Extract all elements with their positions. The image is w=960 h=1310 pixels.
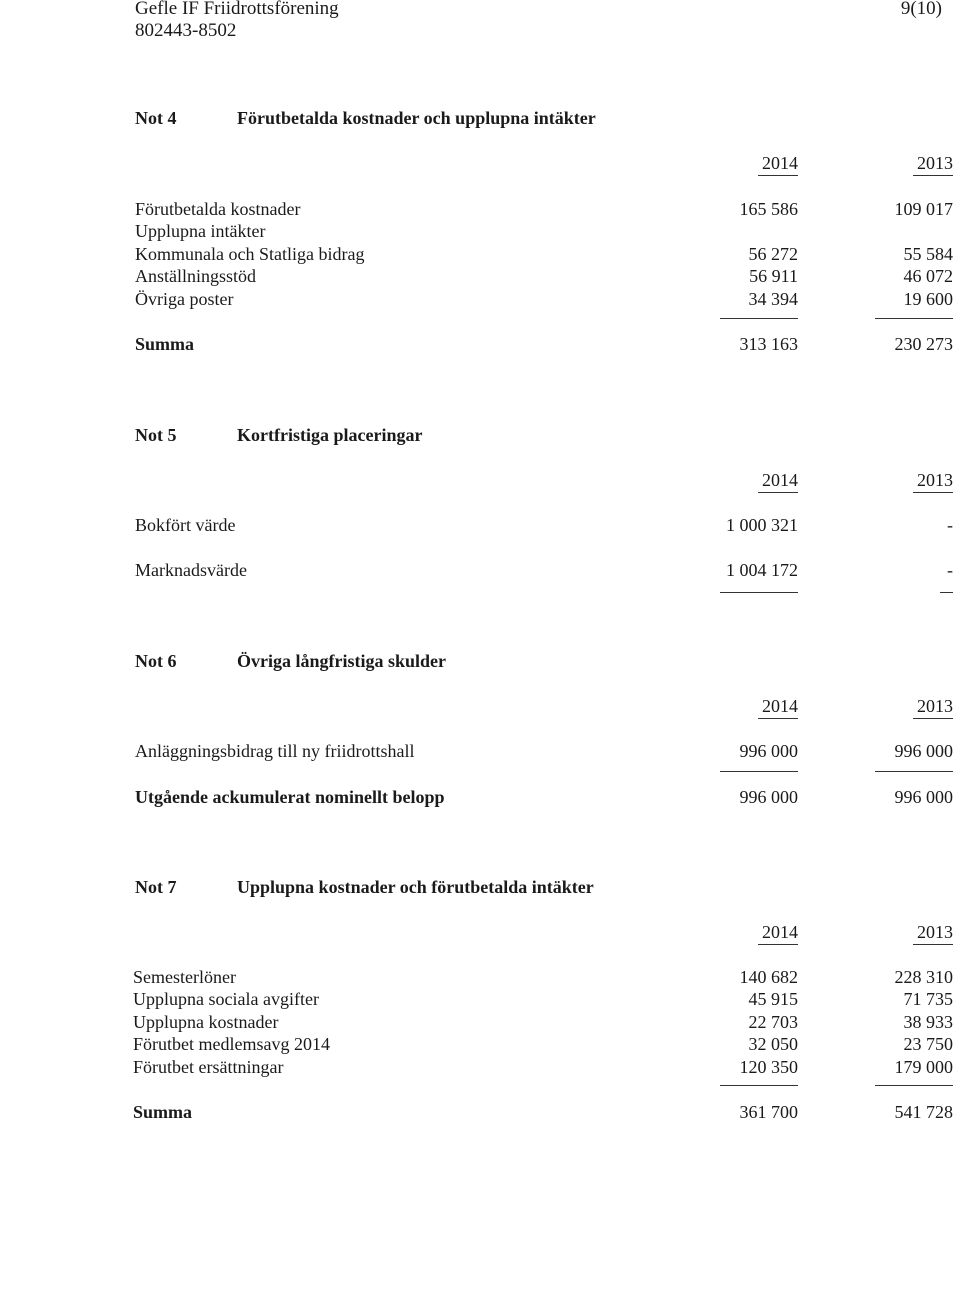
row-label: Anläggningsbidrag till ny friidrottshall — [135, 741, 415, 761]
value-2013: 23 750 — [903, 1034, 953, 1054]
row-label: Anställningsstöd — [135, 266, 257, 286]
note-title: Kortfristiga placeringar — [237, 425, 423, 445]
row-label: Förutbetalda kostnader — [135, 199, 301, 219]
subtotal-rule — [875, 1085, 953, 1086]
note-title: Upplupna kostnader och förutbetalda intäkter — [237, 877, 594, 897]
total-2014: 313 163 — [739, 334, 798, 354]
total-2013: 230 273 — [894, 334, 953, 354]
value-2014: 32 050 — [748, 1034, 798, 1054]
value-2013: 996 000 — [894, 741, 953, 761]
col-header-underline — [758, 944, 798, 945]
value-2014: 56 911 — [749, 266, 798, 286]
subtotal-rule — [720, 1085, 798, 1086]
page-number: 9(10) — [900, 0, 942, 19]
value-2014: 34 394 — [748, 289, 798, 309]
value-2014: 1 000 321 — [726, 515, 798, 535]
col-header-underline — [758, 718, 798, 719]
total-label: Utgående ackumulerat nominellt belopp — [135, 787, 445, 807]
value-2014: 165 586 — [739, 199, 798, 219]
row-label: Förutbet ersättningar — [133, 1057, 284, 1077]
col-header-2013: 2013 — [917, 922, 953, 942]
value-2014: 22 703 — [748, 1012, 798, 1032]
value-2013: 179 000 — [894, 1057, 953, 1077]
row-label: Marknadsvärde — [135, 560, 247, 580]
value-2014: 996 000 — [739, 741, 798, 761]
col-header-2014: 2014 — [762, 153, 798, 173]
row-label: Upplupna kostnader — [133, 1012, 279, 1032]
total-2013: 541 728 — [894, 1102, 953, 1122]
col-header-2013: 2013 — [917, 696, 953, 716]
col-header-2013: 2013 — [917, 153, 953, 173]
total-label: Summa — [133, 1102, 193, 1122]
value-2014: 1 004 172 — [726, 560, 798, 580]
subtotal-rule — [720, 318, 798, 319]
subtotal-rule — [875, 771, 953, 772]
total-2014: 361 700 — [739, 1102, 798, 1122]
note-number: Not 7 — [135, 877, 177, 897]
col-header-underline — [758, 492, 798, 493]
value-2014: 45 915 — [748, 989, 798, 1009]
value-2014: 120 350 — [739, 1057, 798, 1077]
col-header-underline — [913, 492, 953, 493]
value-2013: - — [947, 515, 953, 535]
value-2013: 109 017 — [894, 199, 953, 219]
subtotal-rule — [720, 771, 798, 772]
col-header-2014: 2014 — [762, 470, 798, 490]
row-label: Upplupna sociala avgifter — [133, 989, 319, 1009]
row-label: Förutbet medlemsavg 2014 — [133, 1034, 330, 1054]
value-2014: 140 682 — [739, 967, 798, 987]
row-label: Upplupna intäkter — [135, 221, 266, 241]
value-2013: 71 735 — [903, 989, 953, 1009]
org-number: 802443-8502 — [135, 20, 237, 41]
value-2013: 38 933 — [903, 1012, 953, 1032]
org-name: Gefle IF Friidrottsförening — [135, 0, 339, 19]
note-number: Not 5 — [135, 425, 177, 445]
row-label: Övriga poster — [135, 289, 234, 309]
col-header-underline — [913, 175, 953, 176]
col-header-2014: 2014 — [762, 922, 798, 942]
value-2013: 46 072 — [903, 266, 953, 286]
value-2013: - — [947, 560, 953, 580]
total-2014: 996 000 — [739, 787, 798, 807]
value-2013: 228 310 — [894, 967, 953, 987]
note-number: Not 6 — [135, 651, 177, 671]
value-2013: 19 600 — [903, 289, 953, 309]
col-header-underline — [758, 175, 798, 176]
col-header-underline — [913, 944, 953, 945]
total-rule — [720, 592, 798, 593]
value-2014: 56 272 — [748, 244, 798, 264]
note-title: Förutbetalda kostnader och upplupna intäkter — [237, 108, 596, 128]
row-label: Kommunala och Statliga bidrag — [135, 244, 365, 264]
col-header-underline — [913, 718, 953, 719]
col-header-2014: 2014 — [762, 696, 798, 716]
subtotal-rule — [875, 318, 953, 319]
note-number: Not 4 — [135, 108, 177, 128]
value-2013: 55 584 — [903, 244, 953, 264]
total-rule — [940, 592, 953, 593]
total-2013: 996 000 — [894, 787, 953, 807]
note-title: Övriga långfristiga skulder — [237, 651, 447, 671]
col-header-2013: 2013 — [917, 470, 953, 490]
total-label: Summa — [135, 334, 195, 354]
row-label: Semesterlöner — [133, 967, 236, 987]
row-label: Bokfört värde — [135, 515, 236, 535]
